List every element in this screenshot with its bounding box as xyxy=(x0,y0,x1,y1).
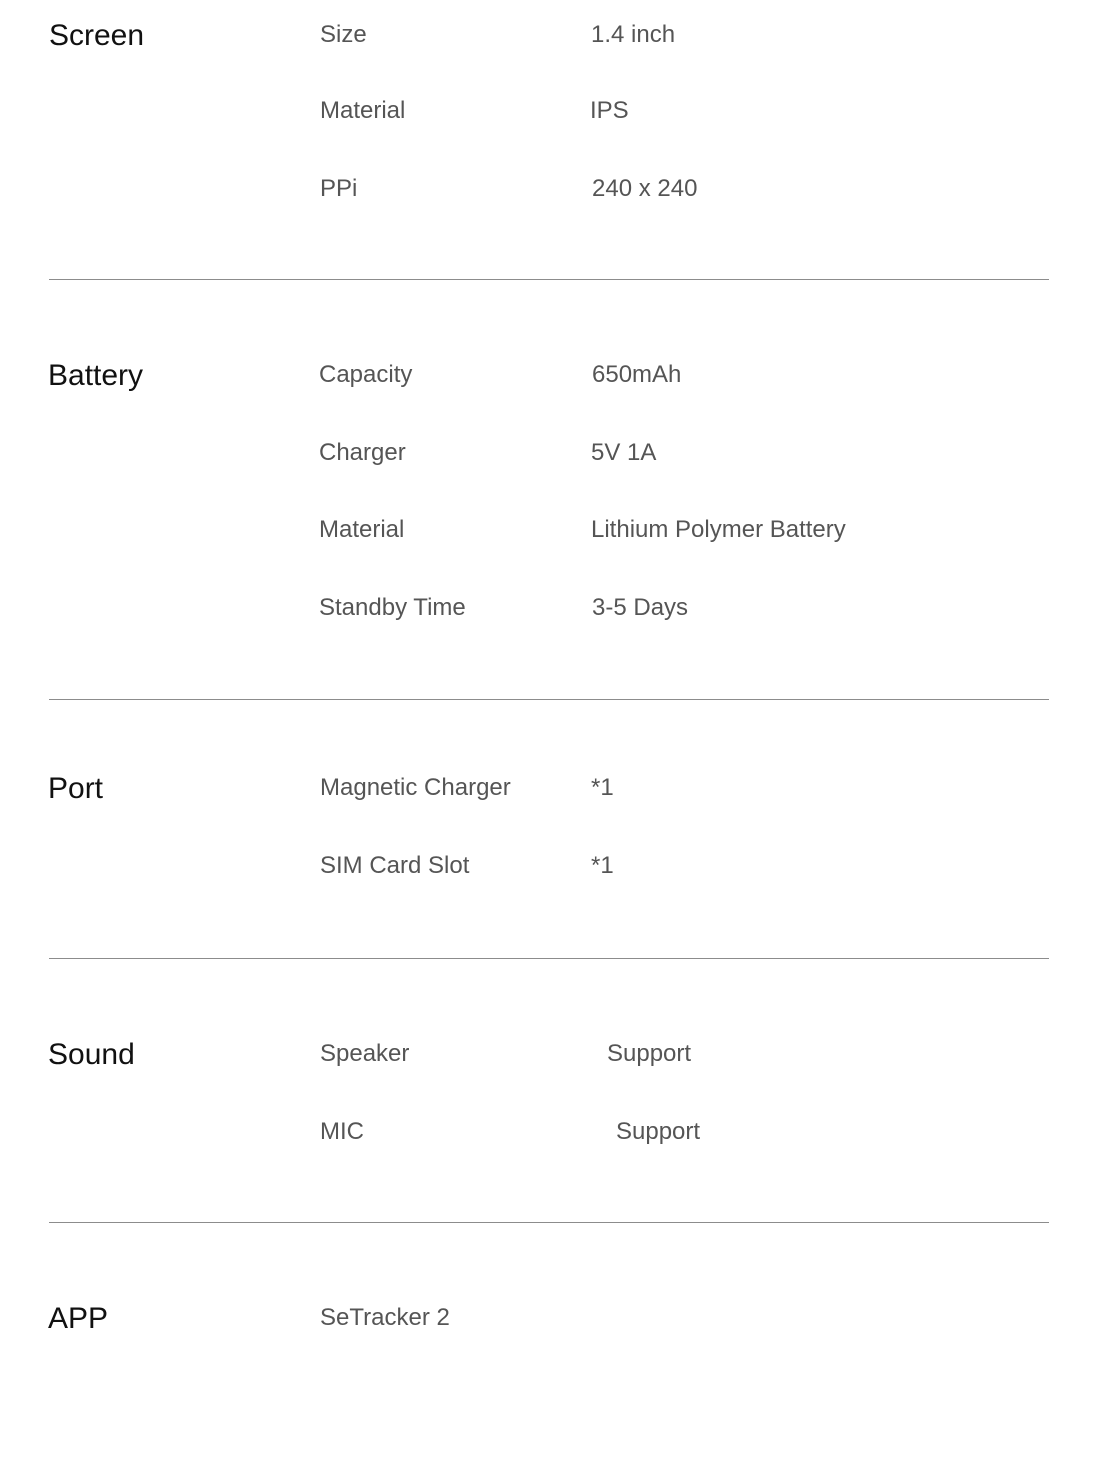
section-title: Sound xyxy=(48,1038,135,1071)
spec-label: Material xyxy=(319,516,405,543)
spec-label: Size xyxy=(320,21,367,48)
spec-value: IPS xyxy=(590,97,629,124)
section-title: Battery xyxy=(48,359,144,392)
section-title: APP xyxy=(48,1302,109,1335)
spec-label: Standby Time xyxy=(319,594,466,621)
spec-label: Charger xyxy=(319,439,406,466)
spec-label: PPi xyxy=(320,175,358,202)
spec-value: Support xyxy=(616,1118,701,1145)
section-divider xyxy=(49,1222,1049,1223)
spec-value: 240 x 240 xyxy=(592,175,698,202)
spec-value: Lithium Polymer Battery xyxy=(591,516,846,543)
spec-value: Support xyxy=(607,1040,692,1067)
spec-value: 1.4 inch xyxy=(591,21,676,48)
section-title: Port xyxy=(48,772,104,805)
spec-value: 5V 1A xyxy=(591,439,657,466)
spec-value: 650mAh xyxy=(592,361,682,388)
spec-value: 3-5 Days xyxy=(592,594,689,621)
spec-label: MIC xyxy=(320,1118,364,1145)
spec-label: Material xyxy=(320,97,406,124)
spec-value: *1 xyxy=(591,774,614,801)
section-divider xyxy=(49,958,1049,959)
section-divider xyxy=(49,279,1049,280)
spec-label: Capacity xyxy=(319,361,413,388)
section-title: Screen xyxy=(49,19,145,52)
spec-label: Speaker xyxy=(320,1040,410,1067)
spec-label: Magnetic Charger xyxy=(320,774,511,801)
spec-value: *1 xyxy=(591,852,614,879)
spec-label: SIM Card Slot xyxy=(320,852,470,879)
spec-label: SeTracker 2 xyxy=(320,1304,450,1331)
section-divider xyxy=(49,699,1049,700)
